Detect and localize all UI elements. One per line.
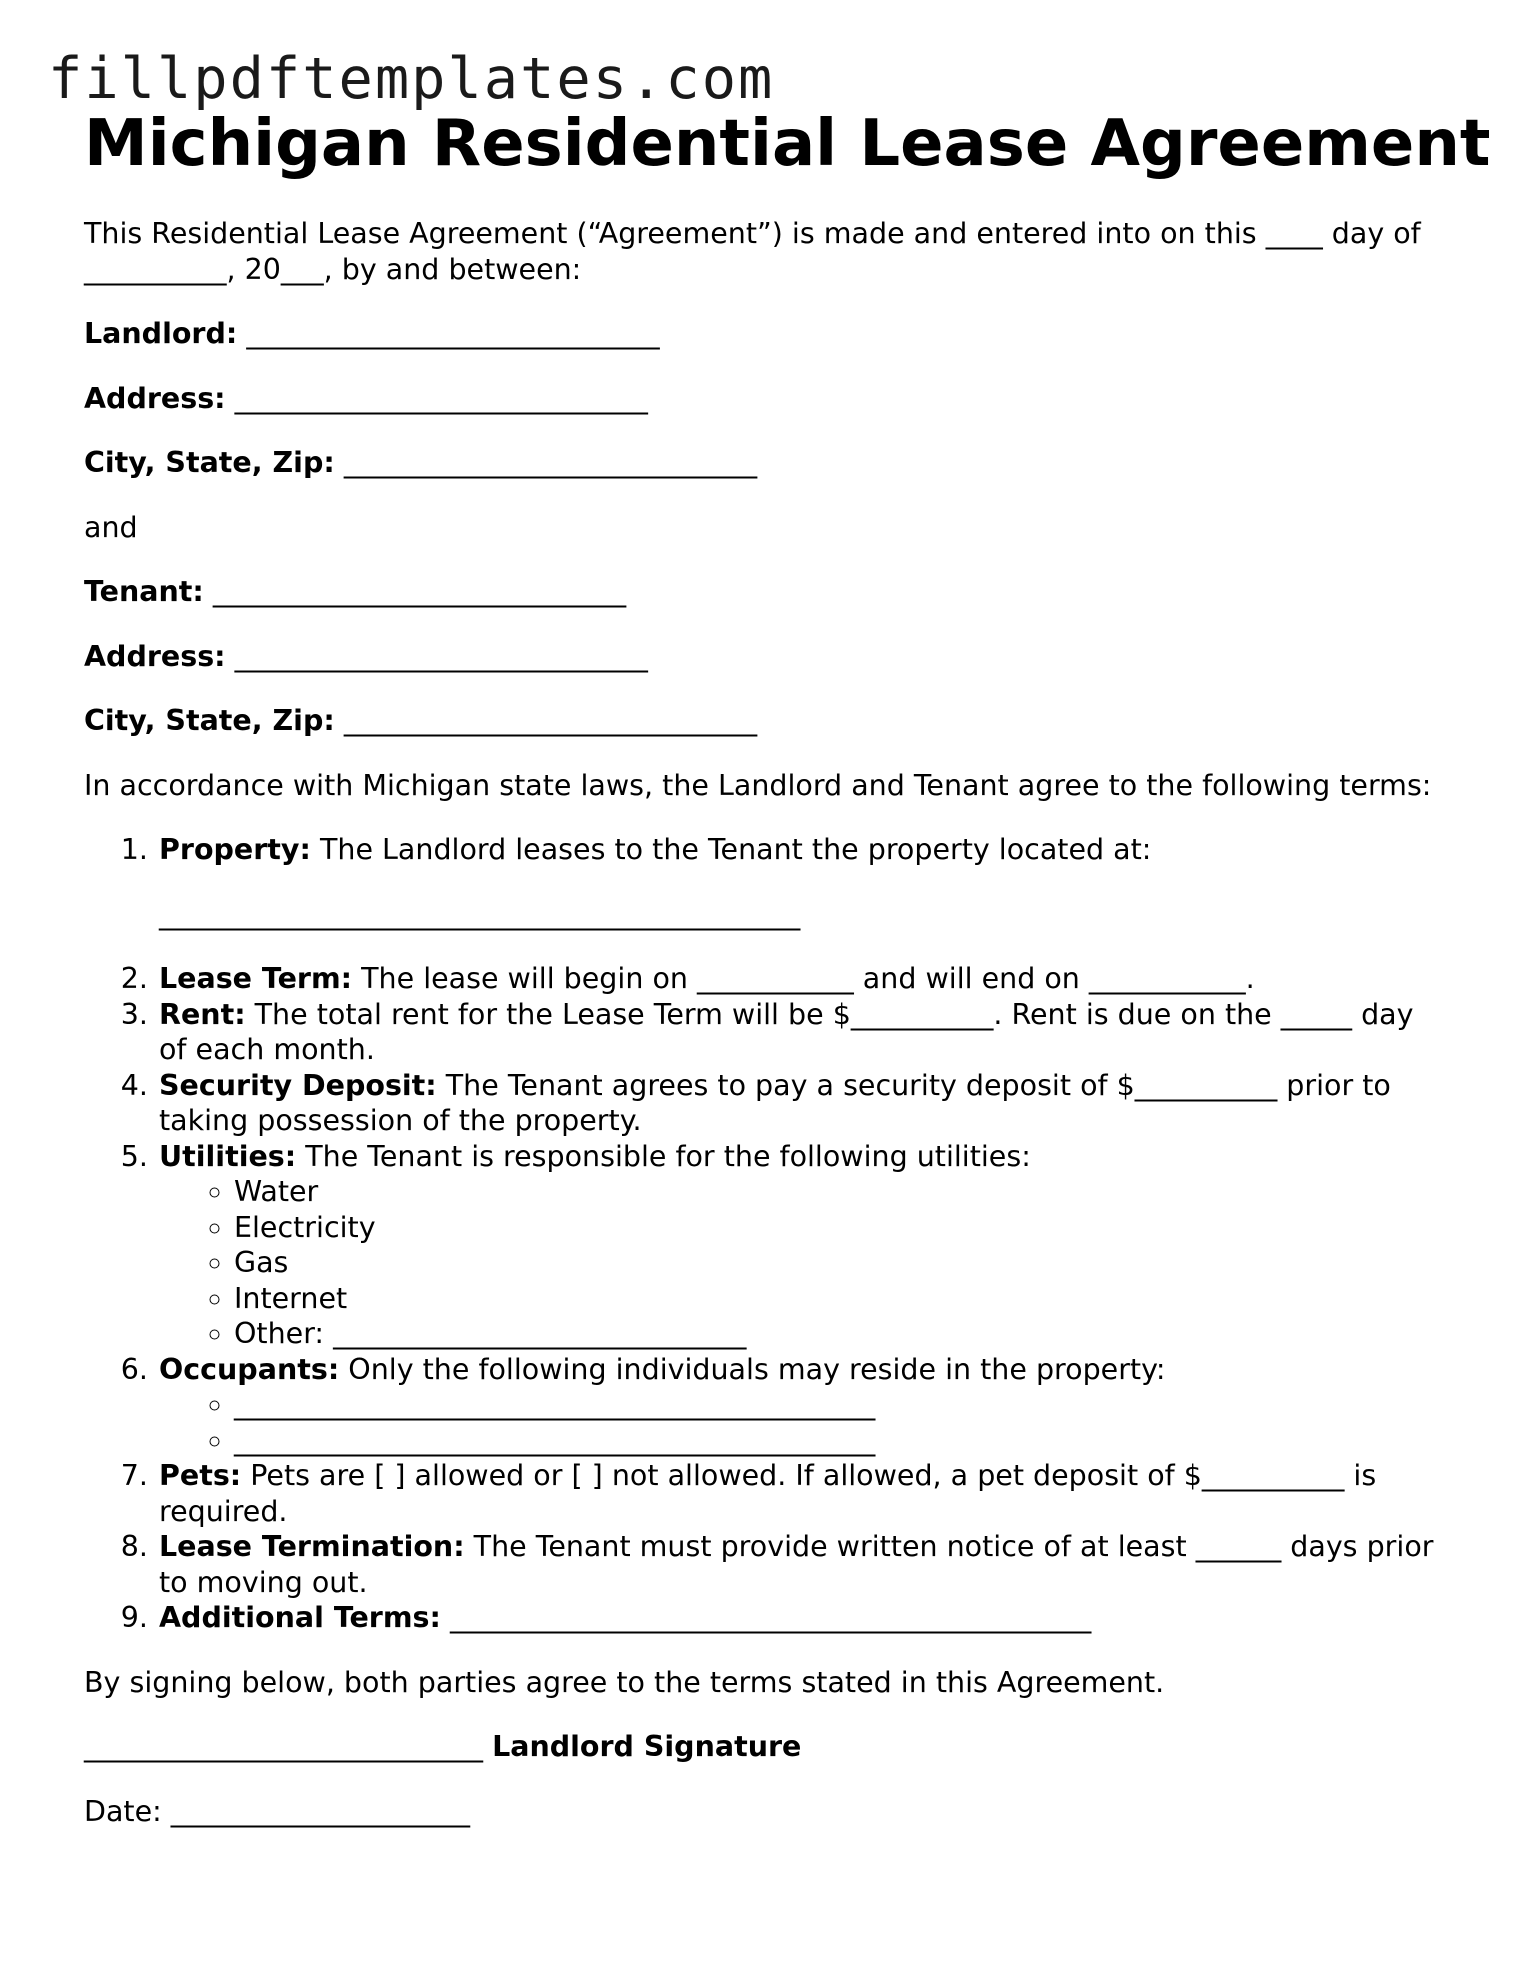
tenant-name-label: Tenant: [84,575,204,608]
landlord-name-blank[interactable]: _____________________________ [246,317,660,350]
term-property-text: The Landlord leases to the Tenant the property located at: [310,833,1152,866]
landlord-city-blank[interactable]: _____________________________ [343,446,758,479]
term-lease-term [157,961,1444,997]
term-occupants [157,1352,1444,1459]
and-text: and [84,510,138,544]
landlord-address-blank[interactable]: _____________________________ [234,381,648,415]
term-pets-label: Pets: [159,1459,242,1492]
utilities-list [159,1174,1444,1352]
term-property-label: Property: [159,833,311,866]
landlord-name-label: Landlord: [84,317,238,350]
term-property [157,832,1444,932]
term-rent [157,997,1444,1068]
occupant-blank[interactable]: ◦ _____________________________________________ [234,1387,1444,1423]
term-security-deposit [157,1068,1444,1139]
tenant-name-blank[interactable]: _____________________________ [212,575,627,608]
occupants-list [159,1387,1444,1458]
landlord-address-label: Address: [84,381,226,415]
landlord-signature-blank[interactable]: ____________________________ [84,1730,483,1763]
term-lease-term-label: Lease Term: [159,962,353,995]
term-rent-label: Rent: [159,997,246,1031]
term-additional-terms [157,1600,1444,1636]
utility-item: ◦ Water [234,1174,1444,1210]
terms-intro: In accordance with Michigan state laws, the Landlord and Tenant agree to the following terms: [84,768,1432,802]
utility-item: ◦ Internet [234,1281,1444,1317]
tenant-address-label: Address: [84,639,226,673]
term-utilities [157,1139,1444,1352]
term-additional-terms-blank[interactable]: _____________________________________________ [440,1601,1092,1634]
term-occupants-text: Only the following individuals may reside in the property: [339,1352,1166,1386]
landlord-city-field[interactable] [84,445,1444,481]
term-lease-termination [157,1529,1444,1600]
term-lease-termination-label: Lease Termination: [159,1530,465,1563]
landlord-address-field[interactable] [84,381,1444,417]
document-body [84,216,1444,1858]
utility-item-other[interactable]: ◦ Other: _____________________________ [234,1316,1444,1352]
tenant-name-field[interactable] [84,574,1444,610]
term-lease-termination-text[interactable]: The Tenant must provide written notice of at least ______ days prior to moving out. [159,1530,1434,1599]
tenant-address-blank[interactable]: _____________________________ [234,639,648,673]
landlord-signature-label: Landlord Signature [492,1730,802,1763]
tenant-city-blank[interactable]: _____________________________ [343,704,758,737]
document-title: Michigan Residential Lease Agreement [84,107,1491,181]
tenant-city-field[interactable] [84,703,1444,739]
terms-list [84,832,1444,1636]
utility-item: ◦ Electricity [234,1210,1444,1246]
landlord-name-field[interactable] [84,316,1444,352]
occupant-blank[interactable]: ◦ _____________________________________________ [234,1423,1444,1459]
term-utilities-label: Utilities: [159,1139,297,1173]
term-security-deposit-text[interactable]: The Tenant agrees to pay a security deposit of $__________ prior to taking possession of the property. [159,1068,1391,1137]
term-utilities-text: The Tenant is responsible for the following utilities: [296,1139,1031,1173]
intro-paragraph: This Residential Lease Agreement (“Agreement”) is made and entered into on this ____ day of __________, 20___, by and between: [84,217,1421,286]
term-lease-term-text[interactable]: The lease will begin on ___________ and will end on ___________. [352,962,1255,995]
property-address-blank[interactable]: _____________________________________________ [159,897,801,931]
utility-item: ◦ Gas [234,1245,1444,1281]
tenant-city-label: City, State, Zip: [84,704,335,737]
landlord-signature-row[interactable] [84,1729,1444,1765]
term-pets-text[interactable]: Pets are [ ] allowed or [ ] not allowed. If allowed, a pet deposit of $__________ is required. [159,1459,1377,1528]
term-pets [157,1458,1444,1529]
term-additional-terms-label: Additional Terms: [159,1601,441,1634]
closing-statement: By signing below, both parties agree to the terms stated in this Agreement. [84,1665,1165,1699]
term-security-deposit-label: Security Deposit: [159,1068,437,1102]
tenant-address-field[interactable] [84,639,1444,675]
landlord-city-label: City, State, Zip: [84,446,335,479]
term-occupants-label: Occupants: [159,1352,340,1386]
term-rent-text[interactable]: The total rent for the Lease Term will be $__________. Rent is due on the _____ day of each month. [159,997,1414,1066]
signature-date-field[interactable]: Date: _____________________ [84,1794,471,1828]
watermark-text: fillpdftemplates.com [48,46,775,112]
